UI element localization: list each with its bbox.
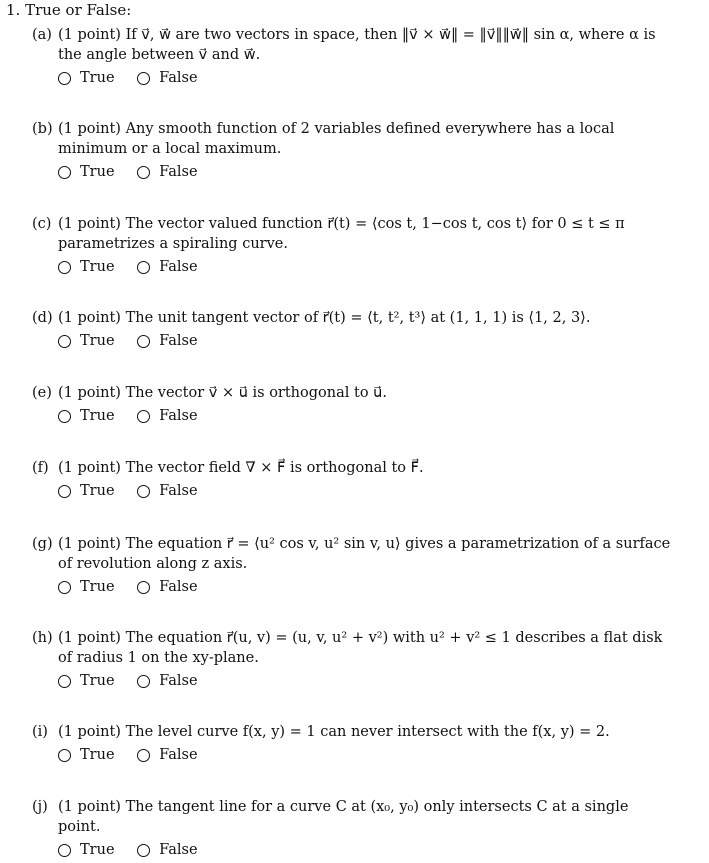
question-i — [32, 722, 672, 768]
option-label: False — [159, 408, 198, 424]
option-false[interactable] — [137, 257, 197, 277]
question-label: (i) — [32, 724, 48, 740]
radio-button-icon[interactable] — [58, 675, 71, 688]
question-label: (h) — [32, 630, 53, 646]
option-label: True — [80, 673, 115, 689]
question-text — [32, 308, 672, 328]
question-label: (e) — [32, 385, 52, 401]
answer-options — [32, 671, 672, 694]
option-false[interactable] — [137, 406, 197, 426]
question-label: (c) — [32, 216, 52, 232]
question-label: (d) — [32, 310, 53, 326]
radio-button-icon[interactable] — [137, 166, 150, 179]
answer-options — [32, 481, 672, 504]
option-false[interactable] — [137, 162, 197, 182]
option-label: True — [80, 747, 115, 763]
option-label: True — [80, 259, 115, 275]
option-true[interactable] — [58, 331, 115, 351]
question-c — [32, 214, 672, 280]
radio-button-icon[interactable] — [58, 72, 71, 85]
option-true[interactable] — [58, 745, 115, 765]
radio-button-icon[interactable] — [58, 485, 71, 498]
option-label: True — [80, 70, 115, 86]
radio-button-icon[interactable] — [58, 410, 71, 423]
option-label: False — [159, 333, 198, 349]
question-label: (a) — [32, 27, 52, 43]
radio-button-icon[interactable] — [58, 166, 71, 179]
radio-button-icon[interactable] — [58, 844, 71, 857]
option-true[interactable] — [58, 257, 115, 277]
option-label: False — [159, 483, 198, 499]
radio-button-icon[interactable] — [58, 581, 71, 594]
question-text — [32, 119, 672, 159]
option-false[interactable] — [137, 671, 197, 691]
question-text — [32, 25, 672, 65]
radio-button-icon[interactable] — [58, 749, 71, 762]
question-body: (1 point) The vector valued function r⃗(t) = ⟨cos t, 1−cos t, cos t⟩ for 0 ≤ t ≤ π parametrizes a spiraling curve. — [58, 216, 625, 252]
option-true[interactable] — [58, 162, 115, 182]
answer-options — [32, 162, 672, 185]
question-text — [32, 214, 672, 254]
radio-button-icon[interactable] — [137, 410, 150, 423]
question-body: (1 point) The tangent line for a curve C at (x₀, y₀) only intersects C at a single point. — [58, 799, 629, 835]
question-f — [32, 458, 672, 504]
option-label: False — [159, 673, 198, 689]
question-j — [32, 797, 672, 863]
answer-options — [32, 406, 672, 429]
answer-options — [32, 840, 672, 863]
option-false[interactable] — [137, 331, 197, 351]
option-label: True — [80, 842, 115, 858]
question-body: (1 point) The equation r⃗ = ⟨u² cos v, u² sin v, u⟩ gives a parametrization of a surface of revolution along z axis. — [58, 536, 671, 572]
radio-button-icon[interactable] — [137, 749, 150, 762]
radio-button-icon[interactable] — [137, 261, 150, 274]
question-d — [32, 308, 672, 354]
question-g — [32, 534, 672, 600]
question-body: (1 point) The equation r⃗(u, v) = (u, v, u² + v²) with u² + v² ≤ 1 describes a flat disk of radius 1 on the xy-plane. — [58, 630, 663, 666]
answer-options — [32, 257, 672, 280]
question-text — [32, 458, 672, 478]
option-false[interactable] — [137, 68, 197, 88]
radio-button-icon[interactable] — [58, 261, 71, 274]
question-label: (j) — [32, 799, 48, 815]
option-label: False — [159, 842, 198, 858]
radio-button-icon[interactable] — [137, 335, 150, 348]
answer-options — [32, 577, 672, 600]
question-body: (1 point) The vector field ∇ × F⃗ is orthogonal to F⃗. — [58, 460, 424, 476]
question-body: (1 point) The unit tangent vector of r⃗(t) = ⟨t, t², t³⟩ at (1, 1, 1) is ⟨1, 2, 3⟩. — [58, 310, 591, 326]
question-text — [32, 534, 672, 574]
option-false[interactable] — [137, 840, 197, 860]
option-true[interactable] — [58, 68, 115, 88]
option-label: True — [80, 164, 115, 180]
question-e — [32, 383, 672, 429]
question-body: (1 point) The level curve f(x, y) = 1 can never intersect with the f(x, y) = 2. — [58, 724, 610, 740]
option-label: True — [80, 579, 115, 595]
answer-options — [32, 745, 672, 768]
option-true[interactable] — [58, 577, 115, 597]
question-body: (1 point) Any smooth function of 2 variables defined everywhere has a local minimum or a local maximum. — [58, 121, 615, 157]
option-label: False — [159, 579, 198, 595]
answer-options — [32, 331, 672, 354]
question-body: (1 point) The vector v⃗ × u⃗ is orthogonal to u⃗. — [58, 385, 387, 401]
radio-button-icon[interactable] — [137, 72, 150, 85]
question-text — [32, 797, 672, 837]
option-label: True — [80, 333, 115, 349]
question-label: (b) — [32, 121, 53, 137]
question-a — [32, 25, 672, 91]
radio-button-icon[interactable] — [137, 581, 150, 594]
question-h — [32, 628, 672, 694]
option-label: False — [159, 747, 198, 763]
option-label: True — [80, 408, 115, 424]
question-text — [32, 628, 672, 668]
option-label: False — [159, 259, 198, 275]
option-false[interactable] — [137, 745, 197, 765]
radio-button-icon[interactable] — [137, 675, 150, 688]
radio-button-icon[interactable] — [137, 485, 150, 498]
question-text — [32, 722, 672, 742]
option-true[interactable] — [58, 481, 115, 501]
option-label: False — [159, 164, 198, 180]
question-body: (1 point) If v⃗, w⃗ are two vectors in space, then ‖v⃗ × w⃗‖ = ‖v⃗‖‖w⃗‖ sin α, where α is the angle between v⃗ and w⃗. — [58, 27, 656, 63]
option-true[interactable] — [58, 406, 115, 426]
question-text — [32, 383, 672, 403]
option-false[interactable] — [137, 577, 197, 597]
option-true[interactable] — [58, 840, 115, 860]
radio-button-icon[interactable] — [137, 844, 150, 857]
question-heading: 1. True or False: — [6, 1, 132, 19]
radio-button-icon[interactable] — [58, 335, 71, 348]
option-label: True — [80, 483, 115, 499]
question-b — [32, 119, 672, 185]
option-true[interactable] — [58, 671, 115, 691]
question-label: (f) — [32, 460, 49, 476]
question-label: (g) — [32, 536, 53, 552]
option-label: False — [159, 70, 198, 86]
option-false[interactable] — [137, 481, 197, 501]
answer-options — [32, 68, 672, 91]
